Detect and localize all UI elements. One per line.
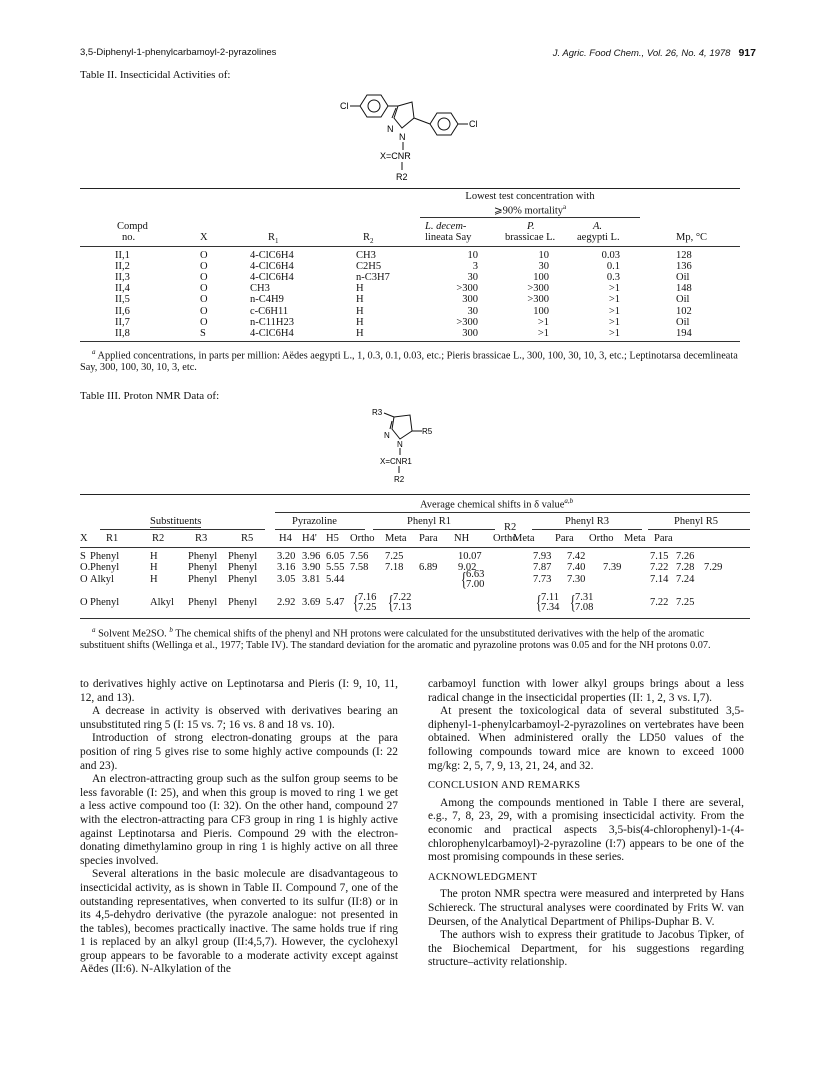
journal-citation: J. Agric. Food Chem., Vol. 26, No. 4, 1978 [552, 48, 731, 59]
table3-footnote-a-text: Solvent Me2SO. [98, 628, 167, 640]
table2-cell-r2: H [356, 305, 364, 317]
table3-cell-o3-b: 7.34 [541, 602, 560, 613]
table2-struct-n2: N [399, 132, 406, 142]
table2-col-r2-sub: 2 [370, 237, 374, 246]
table3-struct-n2: N [397, 440, 403, 449]
table3-col-7: H5 [326, 533, 339, 544]
table2-cell-r2: H [356, 327, 364, 339]
right-para-3: Among the compounds mentioned in Table I there are several, e.g., 7, 8, 23, 29, with a promising insecticidal activity. From the economic and practical aspects 3,5-bis(4-chlorophenyl)-1-(4-chlorophenylcarbamoyl)-2-pyrazoline (I:7) appears to be one of the most promising compounds in these series. [428, 796, 744, 864]
table3-cell-m1: 7.25 [385, 551, 404, 562]
table3-struct-n1: N [384, 431, 390, 440]
table3-footnote-a-mark: a [92, 626, 96, 634]
left-para-5: Several alterations in the basic molecule are disadvantageous to insecticidal activity, as is shown in Table II. Compound 7, one of the outstanding representatives, when converted to its sulfur (II:8) or in its 4,5-dehydro derivative (the pyrazole analogue: not presented in the tables), becomes practically inactive. The same holds true if ring 1 is replaced by an alkyl group (II:4,5,7). However, the cyclohexyl group appears to be favorable to a moderate activity except against Aëdes (II:6). N-Alkylation of the [80, 868, 398, 976]
table3-cell-m5: 7.25 [676, 597, 695, 608]
table3-group-header-text: Average chemical shifts in δ value [420, 499, 565, 511]
table3-group-sup: a,b [564, 497, 574, 505]
table3-cell-r3: Phenyl [188, 574, 218, 585]
table2-struct-n1: N [387, 124, 394, 134]
table3-cell-r5: Phenyl [228, 597, 258, 608]
table2-caption: Table II. Insecticidal Activities of: [80, 69, 231, 81]
table3-struct-r3: R3 [372, 408, 383, 417]
table3-cell-h4p: 3.69 [302, 597, 321, 608]
table2-cell-no: II,5 [115, 294, 130, 306]
table2-cell-mp: 136 [676, 261, 692, 273]
table2-cell-ld: 30 [467, 272, 478, 284]
table2-cell-r2: n-C3H7 [356, 272, 390, 284]
table2-cell-r1: 4-ClC6H4 [250, 272, 294, 284]
table3-head-rule [80, 547, 750, 548]
table3-cell-m3: 7.42 [567, 551, 586, 562]
table3-cell-nh: 10.07 [458, 551, 482, 562]
table2-cell-x: O [200, 294, 208, 306]
table3-cell-h5: 5.44 [326, 574, 345, 585]
table3-cell-r2: H [150, 551, 158, 562]
table2-cell-r1: CH3 [250, 283, 270, 295]
table3-col-9: Meta [385, 533, 407, 544]
table2-footnote [80, 346, 744, 374]
table3-cell-r5: Phenyl [228, 574, 258, 585]
table2-structure [340, 84, 510, 184]
table2-cell-mp: Oil [676, 272, 690, 284]
table2-cell-aa: >1 [608, 327, 620, 339]
table2-cell-aa: >1 [608, 316, 620, 328]
table2-cell-pb: 100 [533, 305, 549, 317]
table3-cell-h4p: 3.90 [302, 562, 321, 573]
table2-cell-ld: 10 [467, 250, 478, 261]
table3-sub-phenyl-r3: Phenyl R3 [565, 516, 610, 527]
left-para-4: An electron-attracting group such as the sulfon group seems to be less favorable (I: 25), and when this group is moved to ring 1 we get a less active compound too (I: 32). On the other hand, compound 27 with the electron-attracting para CF3 group in ring 1 is highly active against Leptinotarsa and Pieris. Compound 29 with the electron-donating dimethylamino group in ring 1 is highly active on all three species involved. [80, 773, 398, 867]
table3-cell-x: O [80, 574, 88, 585]
table3-cell-h4: 3.16 [277, 562, 296, 573]
table2-col-aa2: aegypti L. [577, 232, 620, 243]
table3-cell-o1-a: 7.16 [358, 592, 377, 603]
table2-cell-x: S [200, 327, 206, 339]
table3-brace-o3: { [535, 592, 542, 614]
table2-cell-no: II,3 [115, 272, 130, 284]
table2-cell-ld: 30 [467, 305, 478, 317]
table3-struct-carbamoyl: X=CNR1 [380, 457, 412, 466]
table3-cell-nh-a: 6.63 [466, 569, 485, 580]
table2-col-mp: Mp, °C [676, 232, 708, 243]
table3-sub-rule-b [275, 529, 365, 530]
table3-group-rule [275, 512, 750, 513]
table3-cell-h5: 6.05 [326, 551, 345, 562]
table3-cell-h4p: 3.96 [302, 551, 321, 562]
table3-cell-m1-b: 7.13 [393, 602, 412, 613]
table2-cell-no: II,4 [115, 283, 130, 295]
table3-col-14: Para [555, 533, 574, 544]
table3-brace-o1: { [352, 592, 359, 614]
right-column [428, 678, 744, 970]
table2-cell-pb: >300 [527, 294, 549, 306]
table3-cell-r3: Phenyl [188, 562, 218, 573]
table2-cell-pb: 100 [533, 272, 549, 284]
right-para-4: The proton NMR spectra were measured and interpreted by Hans Schiereck. The structural analyses were coordinated by Frits W. van Deursen, of the Analytical Department of Philips-Duphar B. V. [428, 888, 744, 928]
table3-col-17: Para [654, 533, 673, 544]
table2-cell-no: II,8 [115, 327, 130, 339]
left-column [80, 678, 398, 977]
table2-cell-aa: 0.03 [601, 250, 620, 261]
table3-cell-o3: 7.93 [533, 551, 552, 562]
table2-col-pb2: brassicae L. [505, 232, 556, 243]
table3-cell-r2: H [150, 562, 158, 573]
table3-footnote-b-text: The chemical shifts of the phenyl and NH protons were calculated for the unsubstituted derivatives with the help of the aromatic substituent shifts (Wellinga et al., 1977; Table IV). The standard deviation for the aromatic and pyrazoline protons was 0.05 and for the NH protons 0.07. [80, 628, 711, 652]
table3-col-0: X [80, 533, 88, 544]
table3-sub-rule-c [373, 529, 495, 530]
table3-sub-phenyl-r5: Phenyl R5 [674, 516, 719, 527]
table2-col-no: no. [122, 232, 136, 243]
table2-cell-r1: 4-ClC6H4 [250, 250, 294, 261]
table2-struct-cl-left: Cl [340, 101, 349, 111]
table3-cell-r5: Phenyl [228, 551, 258, 562]
table3-cell-h4p: 3.81 [302, 574, 321, 585]
table2-cell-x: O [200, 272, 208, 284]
running-header-left: 3,5-Diphenyl-1-phenylcarbamoyl-2-pyrazolines [80, 47, 277, 58]
table3-cell-p3: 7.39 [603, 562, 622, 573]
table2-cell-pb: >1 [537, 327, 549, 339]
table2-cell-x: O [200, 261, 208, 273]
table3-col-12: Ortho [493, 533, 518, 544]
table3-struct-r5: R5 [422, 427, 433, 436]
table2-group-header-line2: ⩾90% mortality [493, 205, 564, 217]
right-para-2: At present the toxicological data of several substituted 3,5-diphenyl-1-phenylcarbamoyl-2-pyrazolines on vertebrates have been obtained. When administered orally the LD50 values of the following compounds toward mice are known to exceed 1000 mg/kg: 2, 5, 7, 9, 13, 21, 24, and 32. [428, 705, 744, 772]
table3-cell-r3: Phenyl [188, 597, 218, 608]
table3-struct-r2: R2 [394, 475, 405, 483]
table3-col-1: R1 [106, 533, 119, 544]
table2-group-sup: a [563, 203, 567, 211]
table3-cell-h5: 5.47 [326, 597, 345, 608]
table3-col-13: Meta [513, 533, 535, 544]
table2-cell-r2: H [356, 294, 364, 306]
running-header-right [553, 47, 756, 59]
table3-cell-o1-b: 7.25 [358, 602, 377, 613]
table2-group-header-2 [420, 203, 640, 217]
table2-cell-x: O [200, 250, 208, 261]
table3-sub-pyrazoline: Pyrazoline [292, 516, 337, 527]
table2-cell-aa: >1 [608, 283, 620, 295]
page-number: 917 [738, 47, 756, 59]
table3-cell-o1: 7.58 [350, 562, 369, 573]
table2-col-ld1: L. decem- [425, 221, 467, 232]
table3-cell-h4: 3.20 [277, 551, 296, 562]
table3-sub-phenyl-r1: Phenyl R1 [407, 516, 452, 527]
table3-cell-h5: 5.55 [326, 562, 345, 573]
table2-cell-aa: 0.3 [606, 272, 620, 284]
table2-cell-mp: 148 [676, 283, 692, 295]
table2-cell-mp: Oil [676, 294, 690, 306]
table3-brace-m3: { [569, 592, 576, 614]
table2-cell-no: II,7 [115, 316, 130, 328]
table2-cell-aa: 0.1 [606, 261, 620, 273]
table3-cell-m1-a: 7.22 [393, 592, 412, 603]
right-para-5: The authors wish to express their gratitude to Jacobus Tipker, of the Biochemical Department, for his suggestions regarding structure–activity relationship. [428, 929, 744, 969]
table3-group-header [420, 497, 573, 511]
table2-cell-r1: 4-ClC6H4 [250, 261, 294, 273]
left-para-1: to derivatives highly active on Leptinotarsa and Pieris (I: 9, 10, 11, 12, and 13). [80, 678, 398, 704]
table2-cell-pb: >300 [527, 283, 549, 295]
table3-cell-m3-b: 7.08 [575, 602, 594, 613]
table2-group-header-line1: Lowest test concentration with [465, 191, 595, 202]
table2-struct-r2: R2 [396, 172, 408, 182]
table2-col-compd: Compd [117, 221, 148, 232]
left-para-3: Introduction of strong electron-donating groups at the para position of ring 5 gives rise to some highly active compounds (I: 22 and 23). [80, 732, 398, 772]
table3-cell-x: S [80, 551, 86, 562]
table2-cell-aa: >1 [608, 305, 620, 317]
table3-cell-h4: 3.05 [277, 574, 296, 585]
table2-cell-x: O [200, 316, 208, 328]
table3-cell-r3: Phenyl [188, 551, 218, 562]
table3-cell-r2: H [150, 574, 158, 585]
table3-structure [370, 405, 470, 483]
table3-cell-r2: Alkyl [150, 597, 174, 608]
table2-cell-r1: n-C4H9 [250, 294, 284, 306]
table3-cell-o3: 7.73 [533, 574, 552, 585]
table3-cell-nh: 9.02 [458, 562, 477, 573]
table3-cell-m1: 7.18 [385, 562, 404, 573]
table3-col-6: H4' [302, 533, 317, 544]
table3-sub-rule-e [648, 529, 750, 530]
table3-col-11: NH [454, 533, 470, 544]
table2-cell-mp: 128 [676, 250, 692, 261]
table3-cell-m5: 7.24 [676, 574, 695, 585]
table2-cell-r2: H [356, 316, 364, 328]
table3-cell-r1: Alkyl [90, 574, 114, 585]
table3-cell-m5: 7.28 [676, 562, 695, 573]
table3-cell-h4: 2.92 [277, 597, 296, 608]
table3-caption: Table III. Proton NMR Data of: [80, 390, 220, 402]
table2-col-r2-label: R [363, 232, 371, 243]
table2-col-ld2: lineata Say [425, 232, 472, 243]
table2-cell-r1: n-C11H23 [250, 316, 294, 328]
table3-sub-rule-a [100, 529, 265, 530]
table2-cell-aa: >1 [608, 294, 620, 306]
table2-cell-ld: >300 [456, 316, 478, 328]
table2-cell-mp: Oil [676, 316, 690, 328]
table2-cell-no: II,2 [115, 261, 130, 273]
table2-cell-r2: CH3 [356, 250, 376, 261]
table2-footnote-text: Applied concentrations, in parts per million: Aëdes aegypti L., 1, 0.3, 0.1, 0.03, etc.; Pieris brassicae L., 300, 100, 30, 10, 3, etc.; Leptinotarsa decemlineata Say, 300, 100, 30, 10, 3, etc. [80, 350, 738, 374]
table2-cell-no: II,6 [115, 305, 130, 317]
table3-col-8: Ortho [350, 533, 375, 544]
table3-brace-nh: { [460, 569, 467, 591]
table3-col-15: Ortho [589, 533, 614, 544]
table2-head-rule [80, 246, 740, 247]
table2-top-rule [80, 188, 740, 189]
table3-cell-o5: 7.22 [650, 562, 669, 573]
table2-col-r1 [268, 232, 279, 245]
table3-cell-o5: 7.22 [650, 597, 669, 608]
table3-cell-m5: 7.26 [676, 551, 695, 562]
table3-cell-m3: 7.40 [567, 562, 586, 573]
table3-footnote-b-mark: b [169, 626, 173, 634]
table2-group-rule [420, 217, 640, 218]
table3-footnote [80, 624, 744, 652]
table3-cell-m3-a: 7.31 [575, 592, 594, 603]
table3-cell-m3: 7.30 [567, 574, 586, 585]
table2-cell-x: O [200, 305, 208, 317]
table2-col-x: X [200, 232, 208, 243]
table2-group-header [420, 191, 640, 202]
left-para-2: A decrease in activity is observed with derivatives bearing an unsubstituted ring 5 (I: 15 vs. 7; 16 vs. 8 and 18 vs. 10). [80, 705, 398, 731]
table2-cell-ld: 3 [472, 261, 478, 273]
table3-cell-o1: 7.56 [350, 551, 369, 562]
table2-cell-mp: 194 [676, 327, 692, 339]
table2-struct-cl-right: Cl [469, 119, 478, 129]
table3-cell-o5: 7.14 [650, 574, 669, 585]
table2-struct-carbamoyl: X=CNR [380, 151, 411, 161]
table2-col-r1-sub: 1 [275, 237, 279, 246]
table2-cell-x: O [200, 283, 208, 295]
table2-col-r1-label: R [268, 232, 276, 243]
table2-bottom-rule [80, 341, 740, 342]
table2-cell-ld: >300 [456, 283, 478, 295]
table3-col-2: R2 [152, 533, 165, 544]
table3-cell-p5: 7.29 [704, 562, 723, 573]
table3-sub-substituents: Substituents [150, 516, 202, 527]
table3-cell-o3: 7.87 [533, 562, 552, 573]
table2-col-pb1: P. [527, 221, 535, 232]
section-heading-acknowledgment: ACKNOWLEDGMENT [428, 871, 538, 883]
table2-cell-no: II,1 [115, 250, 130, 261]
table3-col-16: Meta [624, 533, 646, 544]
table2-cell-r2: C2H5 [356, 261, 382, 273]
table3-sub-rule-d [532, 529, 642, 530]
table2-cell-r1: c-C6H11 [250, 305, 289, 317]
table3-cell-x: O. [80, 562, 91, 573]
table3-cell-r1: Phenyl [90, 597, 120, 608]
table3-cell-r5: Phenyl [228, 562, 258, 573]
table3-cell-x: O [80, 597, 88, 608]
table3-bottom-rule [80, 618, 750, 619]
table3-col-10: Para [419, 533, 438, 544]
table2-col-aa1: A. [593, 221, 603, 232]
table2-cell-ld: 300 [462, 327, 478, 339]
table3-cell-r1: Phenyl [90, 562, 120, 573]
table2-cell-ld: 300 [462, 294, 478, 306]
table2-cell-r2: H [356, 283, 364, 295]
table3-cell-o3-a: 7.11 [541, 592, 559, 603]
table3-sub-r2: R2 [504, 522, 517, 533]
table3-col-3: R3 [195, 533, 208, 544]
table3-cell-o5: 7.15 [650, 551, 669, 562]
table2-cell-r1: 4-ClC6H4 [250, 327, 294, 339]
table2-col-r2 [363, 232, 374, 245]
table3-col-5: H4 [279, 533, 292, 544]
table3-cell-p1: 6.89 [419, 562, 438, 573]
table3-cell-r1: Phenyl [90, 551, 120, 562]
table3-col-4: R5 [241, 533, 254, 544]
table2-footnote-mark: a [92, 348, 96, 356]
table3-top-rule [80, 494, 750, 495]
section-heading-conclusion: CONCLUSION AND REMARKS [428, 780, 581, 792]
table2-cell-pb: 10 [538, 250, 549, 261]
right-para-1: carbamoyl function with lower alkyl groups brings about a less radical change in the insecticidal properties (II: 1, 2, 3 vs. I,7). [428, 678, 744, 704]
table2-cell-pb: 30 [538, 261, 549, 273]
table3-cell-nh-b: 7.00 [466, 579, 485, 590]
table2-cell-mp: 102 [676, 305, 692, 317]
table3-brace-m1: { [387, 592, 394, 614]
table2-cell-pb: >1 [537, 316, 549, 328]
